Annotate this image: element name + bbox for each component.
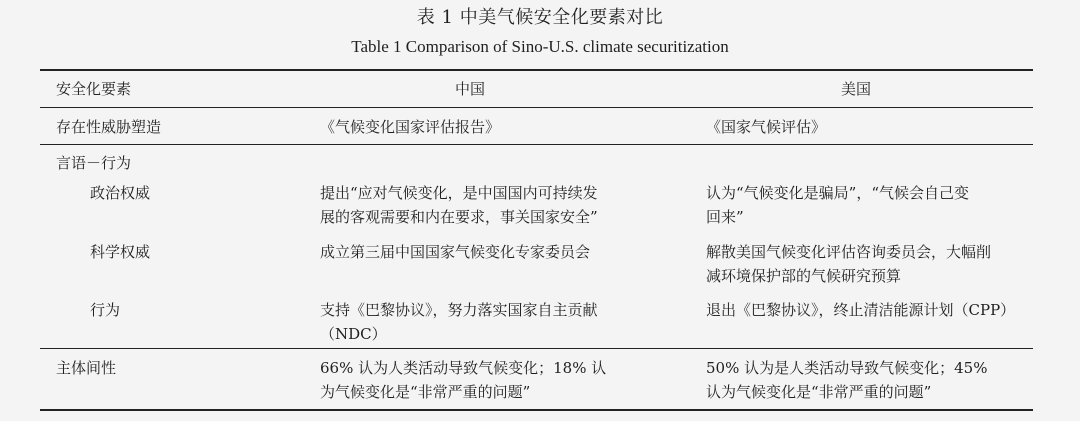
cell-us: 《国家气候评估》 — [706, 118, 827, 136]
header-bottom-rule — [40, 107, 1033, 108]
cell-us: 认为气候变化是“非常严重的问题” — [706, 383, 932, 401]
table-caption-english: Table 1 Comparison of Sino-U.S. climate securitization — [351, 37, 729, 56]
table-caption-chinese: 表 1 中美气候安全化要素对比 — [416, 7, 664, 28]
cell-china: 《气候变化国家评估报告》 — [320, 118, 501, 136]
cell-us: 退出《巴黎协议》，终止清洁能源计划（CPP） — [706, 301, 1016, 319]
table-bottom-rule — [40, 409, 1033, 411]
cell-china: 提出“应对气候变化，是中国国内可持续发 — [320, 184, 598, 202]
cell-us: 回来” — [706, 208, 744, 226]
cell-china: 成立第三届中国国家气候变化专家委员会 — [320, 243, 591, 261]
row-divider — [40, 144, 1033, 145]
row-group-label: 言语－行为 — [56, 154, 132, 172]
row-label: 主体间性 — [56, 359, 117, 377]
column-header-china: 中国 — [454, 80, 485, 98]
cell-china: 为气候变化是“非常严重的问题” — [320, 383, 531, 401]
row-sublabel: 行为 — [90, 301, 121, 319]
table-top-rule — [40, 69, 1033, 71]
column-header-us: 美国 — [840, 80, 871, 98]
row-label: 存在性威胁塑造 — [56, 118, 162, 136]
column-header-element: 安全化要素 — [56, 80, 132, 98]
cell-china: 66% 认为人类活动导致气候变化；18% 认 — [320, 359, 607, 377]
cell-us: 解散美国气候变化评估咨询委员会，大幅削 — [706, 243, 992, 261]
cell-china: 展的客观需要和内在要求，事关国家安全” — [320, 208, 598, 226]
row-divider — [40, 348, 1033, 349]
cell-china: （NDC） — [320, 325, 387, 343]
cell-us: 50% 认为是人类活动导致气候变化；45% — [706, 359, 988, 377]
row-sublabel: 政治权威 — [90, 184, 151, 202]
cell-us: 认为“气候变化是骗局”，“气候会自己变 — [706, 184, 970, 202]
row-sublabel: 科学权威 — [90, 243, 151, 261]
cell-us: 减环境保护部的气候研究预算 — [706, 267, 902, 285]
cell-china: 支持《巴黎协议》，努力落实国家自主贡献 — [320, 301, 598, 319]
